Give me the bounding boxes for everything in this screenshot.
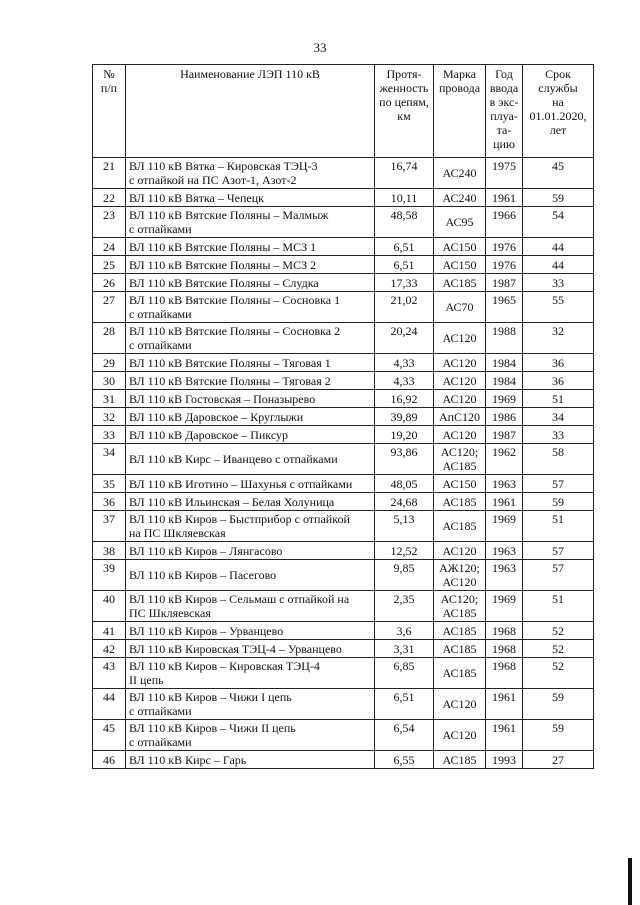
cell-wire-brand: АС120 [434, 689, 486, 720]
cell-wire-brand: АС185 [434, 640, 486, 658]
cell-wire-brand: АС120 [434, 720, 486, 751]
cell-commission-year: 1968 [486, 622, 523, 640]
cell-service-life: 57 [523, 560, 594, 591]
cell-wire-brand: АС150 [434, 475, 486, 493]
table-row [93, 689, 594, 720]
table-row [93, 274, 594, 292]
cell-length: 12,52 [375, 542, 434, 560]
cell-wire-brand: АС185 [434, 622, 486, 640]
table-row [93, 207, 594, 238]
header-service-life: Срок службы на 01.01.2020, лет [523, 65, 594, 158]
cell-service-life: 52 [523, 622, 594, 640]
cell-service-life: 36 [523, 354, 594, 372]
cell-line-name: ВЛ 110 кВ Киров – Лянгасово [126, 542, 375, 560]
power-lines-table [92, 64, 594, 769]
cell-wire-brand: АС150 [434, 256, 486, 274]
header-length: Протя- женность по цепям, км [375, 65, 434, 158]
cell-number: 31 [93, 390, 126, 408]
cell-number: 22 [93, 189, 126, 207]
cell-wire-brand: АпС120 [434, 408, 486, 426]
cell-number: 40 [93, 591, 126, 622]
cell-line-name: ВЛ 110 кВ Киров – Кировская ТЭЦ-4 II цепь [126, 658, 375, 689]
header-number: № п/п [93, 65, 126, 158]
cell-length: 19,20 [375, 426, 434, 444]
cell-number: 44 [93, 689, 126, 720]
cell-line-name: ВЛ 110 кВ Иготино – Шахунья с отпайками [126, 475, 375, 493]
cell-length: 16,74 [375, 158, 434, 189]
cell-service-life: 33 [523, 426, 594, 444]
cell-number: 38 [93, 542, 126, 560]
cell-line-name: ВЛ 110 кВ Вятские Поляны – Слудка [126, 274, 375, 292]
cell-service-life: 44 [523, 256, 594, 274]
cell-commission-year: 1968 [486, 640, 523, 658]
cell-number: 23 [93, 207, 126, 238]
cell-length: 3,6 [375, 622, 434, 640]
cell-commission-year: 1987 [486, 274, 523, 292]
table-row [93, 511, 594, 542]
cell-commission-year: 1965 [486, 292, 523, 323]
table-row [93, 158, 594, 189]
cell-number: 25 [93, 256, 126, 274]
cell-line-name: ВЛ 110 кВ Даровское – Пиксур [126, 426, 375, 444]
cell-wire-brand: АС120; АС185 [434, 591, 486, 622]
cell-commission-year: 1969 [486, 511, 523, 542]
cell-line-name: ВЛ 110 кВ Киров – Урванцево [126, 622, 375, 640]
cell-commission-year: 1963 [486, 542, 523, 560]
cell-service-life: 57 [523, 475, 594, 493]
cell-length: 4,33 [375, 372, 434, 390]
cell-number: 46 [93, 751, 126, 769]
cell-wire-brand: АС185 [434, 511, 486, 542]
cell-line-name: ВЛ 110 кВ Ильинская – Белая Холуница [126, 493, 375, 511]
table-row [93, 372, 594, 390]
cell-number: 28 [93, 323, 126, 354]
table-row [93, 591, 594, 622]
cell-commission-year: 1976 [486, 256, 523, 274]
cell-service-life: 59 [523, 689, 594, 720]
cell-line-name: ВЛ 110 кВ Киров – Быстприбор с отпайкой на ПС Шкляевская [126, 511, 375, 542]
table-row [93, 408, 594, 426]
cell-line-name: ВЛ 110 кВ Вятка – Кировская ТЭЦ-3 с отпайкой на ПС Азот-1, Азот-2 [126, 158, 375, 189]
cell-line-name: ВЛ 110 кВ Вятские Поляны – Малмыж с отпайками [126, 207, 375, 238]
cell-commission-year: 1961 [486, 493, 523, 511]
cell-length: 24,68 [375, 493, 434, 511]
cell-commission-year: 1961 [486, 720, 523, 751]
cell-service-life: 45 [523, 158, 594, 189]
table-row [93, 189, 594, 207]
cell-wire-brand: АС120 [434, 426, 486, 444]
cell-line-name: ВЛ 110 кВ Вятские Поляны – Тяговая 1 [126, 354, 375, 372]
cell-line-name: ВЛ 110 кВ Кировская ТЭЦ-4 – Урванцево [126, 640, 375, 658]
cell-wire-brand: АС185 [434, 658, 486, 689]
cell-line-name: ВЛ 110 кВ Даровское – Круглыжи [126, 408, 375, 426]
cell-line-name: ВЛ 110 кВ Гостовская – Поназырево [126, 390, 375, 408]
cell-wire-brand: АС120; АС185 [434, 444, 486, 475]
cell-wire-brand: АС120 [434, 390, 486, 408]
cell-number: 43 [93, 658, 126, 689]
table-row [93, 640, 594, 658]
table-row [93, 751, 594, 769]
cell-line-name: ВЛ 110 кВ Киров – Пасегово [126, 560, 375, 591]
cell-line-name: ВЛ 110 кВ Вятка – Чепецк [126, 189, 375, 207]
page-number: 33 [313, 40, 327, 55]
cell-length: 6,85 [375, 658, 434, 689]
table-row [93, 658, 594, 689]
header-wire-brand: Марка провода [434, 65, 486, 158]
cell-length: 2,35 [375, 591, 434, 622]
header-line-name: Наименование ЛЭП 110 кВ [126, 65, 375, 158]
cell-commission-year: 1984 [486, 372, 523, 390]
cell-line-name: ВЛ 110 кВ Кирс – Гарь [126, 751, 375, 769]
table-header-row [93, 65, 594, 158]
cell-service-life: 52 [523, 658, 594, 689]
cell-length: 21,02 [375, 292, 434, 323]
cell-length: 6,51 [375, 689, 434, 720]
cell-length: 39,89 [375, 408, 434, 426]
cell-length: 5,13 [375, 511, 434, 542]
cell-length: 17,33 [375, 274, 434, 292]
cell-service-life: 51 [523, 591, 594, 622]
cell-number: 45 [93, 720, 126, 751]
cell-line-name: ВЛ 110 кВ Вятские Поляны – Тяговая 2 [126, 372, 375, 390]
cell-length: 10,11 [375, 189, 434, 207]
table-row [93, 354, 594, 372]
cell-length: 6,55 [375, 751, 434, 769]
cell-service-life: 55 [523, 292, 594, 323]
cell-length: 9,85 [375, 560, 434, 591]
cell-commission-year: 1969 [486, 390, 523, 408]
table-row [93, 475, 594, 493]
cell-commission-year: 1966 [486, 207, 523, 238]
cell-commission-year: 1993 [486, 751, 523, 769]
cell-service-life: 54 [523, 207, 594, 238]
cell-commission-year: 1961 [486, 189, 523, 207]
cell-length: 48,05 [375, 475, 434, 493]
cell-number: 33 [93, 426, 126, 444]
table-row [93, 720, 594, 751]
cell-service-life: 36 [523, 372, 594, 390]
cell-wire-brand: АС120 [434, 372, 486, 390]
cell-wire-brand: АС185 [434, 274, 486, 292]
cell-length: 6,51 [375, 238, 434, 256]
cell-number: 35 [93, 475, 126, 493]
cell-service-life: 27 [523, 751, 594, 769]
cell-length: 16,92 [375, 390, 434, 408]
cell-wire-brand: АС120 [434, 354, 486, 372]
cell-line-name: ВЛ 110 кВ Вятские Поляны – МСЗ 1 [126, 238, 375, 256]
table-row [93, 390, 594, 408]
cell-number: 29 [93, 354, 126, 372]
cell-commission-year: 1986 [486, 408, 523, 426]
cell-wire-brand: АЖ120; АС120 [434, 560, 486, 591]
cell-line-name: ВЛ 110 кВ Вятские Поляны – Сосновка 1 с отпайками [126, 292, 375, 323]
cell-length: 4,33 [375, 354, 434, 372]
cell-length: 6,54 [375, 720, 434, 751]
cell-number: 36 [93, 493, 126, 511]
cell-line-name: ВЛ 110 кВ Киров – Чижи II цепь с отпайками [126, 720, 375, 751]
cell-length: 93,86 [375, 444, 434, 475]
cell-wire-brand: АС70 [434, 292, 486, 323]
cell-commission-year: 1969 [486, 591, 523, 622]
cell-number: 21 [93, 158, 126, 189]
cell-wire-brand: АС185 [434, 751, 486, 769]
cell-length: 6,51 [375, 256, 434, 274]
table-row [93, 444, 594, 475]
cell-service-life: 59 [523, 720, 594, 751]
cell-service-life: 51 [523, 511, 594, 542]
cell-wire-brand: АС240 [434, 189, 486, 207]
table-row [93, 560, 594, 591]
cell-wire-brand: АС185 [434, 493, 486, 511]
table-row [93, 292, 594, 323]
cell-number: 34 [93, 444, 126, 475]
scan-edge-mark [628, 858, 632, 905]
cell-service-life: 58 [523, 444, 594, 475]
header-commission-year: Год ввода в экс- плуа- та- цию [486, 65, 523, 158]
table-row [93, 238, 594, 256]
table-row [93, 323, 594, 354]
cell-line-name: ВЛ 110 кВ Киров – Сельмаш с отпайкой на ПС Шкляевская [126, 591, 375, 622]
cell-commission-year: 1984 [486, 354, 523, 372]
cell-wire-brand: АС120 [434, 542, 486, 560]
table-row [93, 256, 594, 274]
cell-number: 27 [93, 292, 126, 323]
cell-wire-brand: АС240 [434, 158, 486, 189]
cell-length: 3,31 [375, 640, 434, 658]
cell-commission-year: 1962 [486, 444, 523, 475]
cell-commission-year: 1976 [486, 238, 523, 256]
cell-wire-brand: АС120 [434, 323, 486, 354]
cell-line-name: ВЛ 110 кВ Вятские Поляны – МСЗ 2 [126, 256, 375, 274]
cell-length: 20,24 [375, 323, 434, 354]
table-row [93, 426, 594, 444]
cell-commission-year: 1961 [486, 689, 523, 720]
cell-number: 30 [93, 372, 126, 390]
cell-commission-year: 1975 [486, 158, 523, 189]
cell-service-life: 34 [523, 408, 594, 426]
cell-number: 24 [93, 238, 126, 256]
cell-wire-brand: АС95 [434, 207, 486, 238]
cell-commission-year: 1963 [486, 475, 523, 493]
cell-commission-year: 1963 [486, 560, 523, 591]
cell-service-life: 57 [523, 542, 594, 560]
cell-commission-year: 1968 [486, 658, 523, 689]
cell-line-name: ВЛ 110 кВ Киров – Чижи I цепь с отпайками [126, 689, 375, 720]
table-row [93, 493, 594, 511]
cell-service-life: 44 [523, 238, 594, 256]
cell-service-life: 52 [523, 640, 594, 658]
cell-number: 26 [93, 274, 126, 292]
cell-line-name: ВЛ 110 кВ Кирс – Иванцево с отпайками [126, 444, 375, 475]
cell-service-life: 32 [523, 323, 594, 354]
cell-number: 32 [93, 408, 126, 426]
cell-line-name: ВЛ 110 кВ Вятские Поляны – Сосновка 2 с отпайками [126, 323, 375, 354]
cell-number: 41 [93, 622, 126, 640]
cell-length: 48,58 [375, 207, 434, 238]
table-row [93, 542, 594, 560]
cell-commission-year: 1988 [486, 323, 523, 354]
cell-service-life: 33 [523, 274, 594, 292]
cell-service-life: 59 [523, 493, 594, 511]
cell-number: 42 [93, 640, 126, 658]
cell-commission-year: 1987 [486, 426, 523, 444]
cell-number: 39 [93, 560, 126, 591]
cell-wire-brand: АС150 [434, 238, 486, 256]
cell-service-life: 59 [523, 189, 594, 207]
cell-service-life: 51 [523, 390, 594, 408]
cell-number: 37 [93, 511, 126, 542]
table-row [93, 622, 594, 640]
